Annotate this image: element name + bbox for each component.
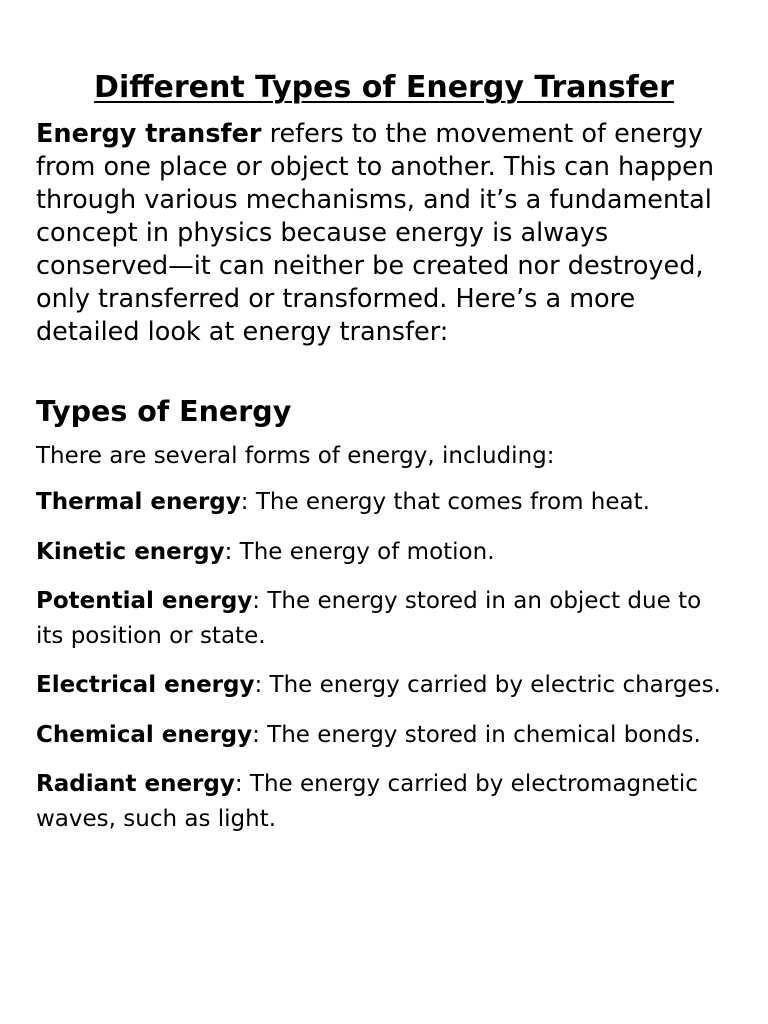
energy-type-description: : The energy of motion. (224, 538, 495, 565)
energy-type-term: Thermal energy (36, 489, 241, 515)
intro-text: refers to the movement of energy from one place or object to another. This can happen through various mechanisms, and it’s a fundamental concept in physics because energy is always conserved—it can neither be created nor destroyed, only transferred or transformed. Here’s a more detailed look at energy transfer: (36, 119, 715, 347)
energy-type-term: Electrical energy (36, 672, 255, 698)
energy-type-radiant (36, 767, 732, 836)
intro-paragraph (36, 118, 732, 349)
section-heading: Types of Energy (36, 395, 292, 428)
intro-term: Energy transfer (36, 119, 262, 149)
energy-type-potential (36, 584, 732, 653)
energy-type-chemical (36, 718, 732, 753)
energy-type-description: : The energy that comes from heat. (240, 489, 650, 515)
energy-type-description: : The energy carried by electromagnetic waves, such as light. (36, 771, 698, 832)
energy-type-term: Kinetic energy (36, 538, 225, 565)
section-lead: There are several forms of energy, including: (36, 443, 555, 469)
energy-types-list (36, 485, 732, 836)
energy-type-term: Potential energy (36, 588, 253, 614)
energy-type-description: : The energy stored in an object due to its position or state. (36, 588, 702, 649)
energy-type-kinetic (36, 535, 732, 570)
energy-type-thermal (36, 485, 732, 520)
energy-type-term: Radiant energy (36, 771, 235, 797)
energy-type-electrical (36, 668, 732, 703)
page-title: Different Types of Energy Transfer (94, 70, 674, 105)
energy-type-description: : The energy carried by electric charges. (254, 672, 721, 698)
energy-type-term: Chemical energy (36, 721, 253, 748)
energy-type-description: : The energy stored in chemical bonds. (252, 721, 701, 748)
